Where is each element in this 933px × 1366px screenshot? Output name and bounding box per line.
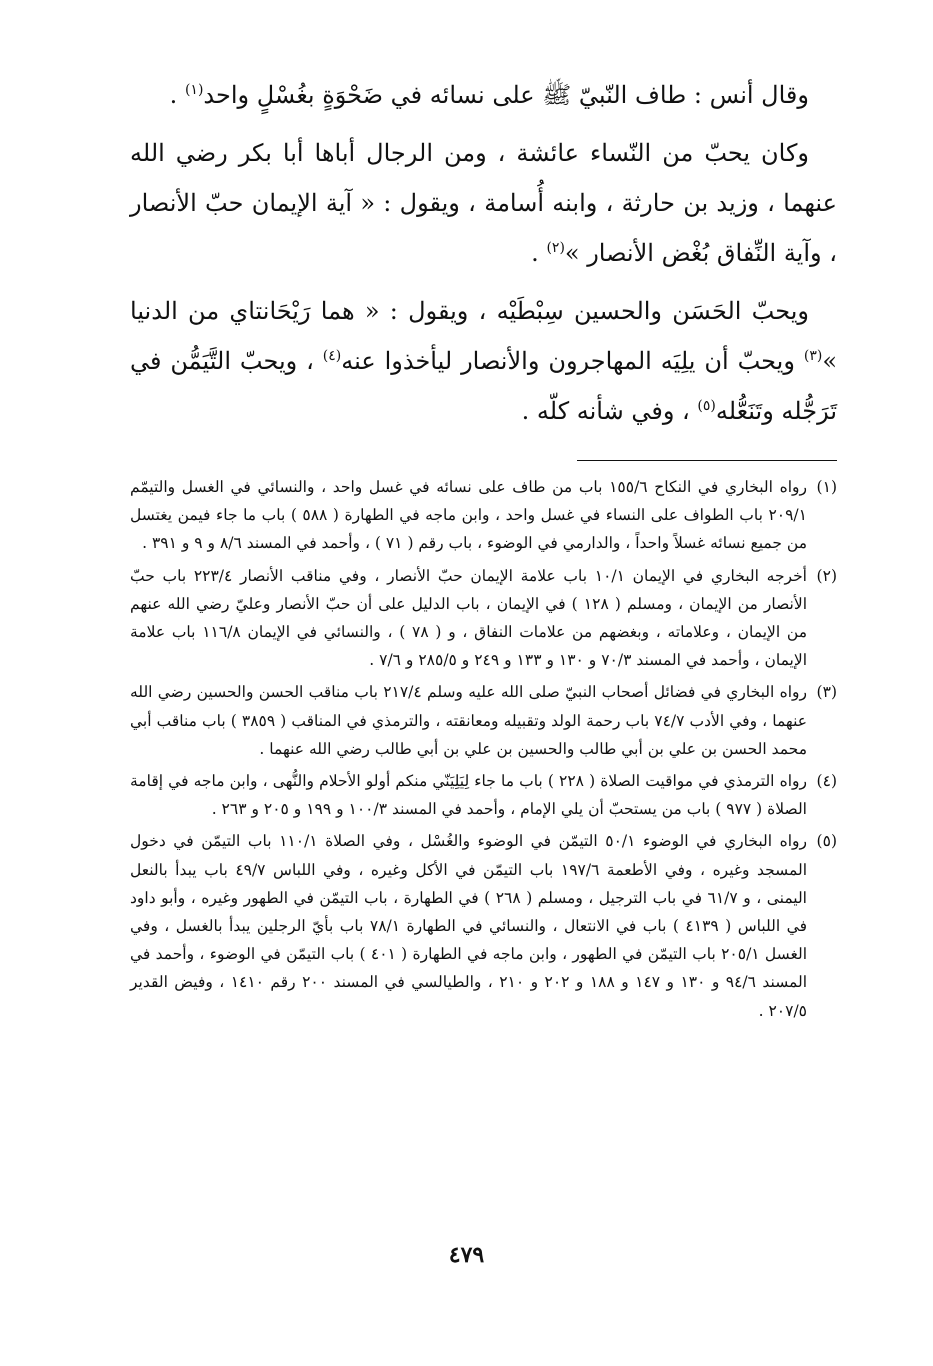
footnote-separator (577, 460, 837, 461)
paragraph-text: وقال أنس : طاف النّبيّ ﷺ على نسائه في ضَحْوَةٍ بغُسْلٍ واحد (203, 81, 809, 109)
paragraph-2 (130, 128, 837, 278)
main-text (130, 70, 837, 436)
paragraph-tail: . (169, 81, 185, 109)
footnote-text: رواه البخاري في الوضوء ٥٠/١ التيمّن في الوضوء والغُسْل ، وفي الصلاة ١١٠/١ باب التيمّن في دخول المسجد وغيره ، وفي الأطعمة ١٩٧/٦ باب التيمّن في الأكل وغيره ، وفي اللباس ٤٩/٧ باب يبدأ بالنعل اليمنى ، و ٦١/٧ في باب الترجيل ، ومسلم ( ٢٦٨ ) في الطهارة ، باب التيمّن في الطهور وغيره ، وأبو داود في اللباس ( ٤١٣٩ ) باب في الانتعال ، والنسائي في الطهارة ٧٨/١ باب بأيّ الرجلين يبدأ بالغسل ، وفي الغسل ٢٠٥/١ باب التيمّن في الطهور ، وابن ماجه في الطهارة ( ٤٠١ ) باب التيمّن في الوضوء ، وأحمد في المسند ٩٤/٦ و ١٣٠ و ١٤٧ و ١٨٨ و ٢٠٢ و ٢١٠ ، والطيالسي في المسند ٢٠٠ رقم ١٤١٠ ، وفيض القدير ٢٠٧/٥ . (130, 832, 808, 1020)
book-page (130, 70, 837, 1029)
paragraph-text: ويحبّ أن يلِيَه المهاجرون والأنصار ليأخذوا عنه (341, 347, 804, 375)
page-number: ٤٧٩ (448, 1242, 485, 1268)
footnote-ref-5: (٥) (697, 398, 716, 414)
footnote-number: (٣) (816, 683, 837, 702)
paragraph-text: ، وفي شأنه كلّه . (521, 397, 698, 425)
paragraph-tail: . (531, 239, 547, 267)
paragraph-text: ويحبّ الحَسَن والحسين سِبْطَيْه ، ويقول : « هما رَيْحَانتاي من الدنيا » (130, 297, 837, 375)
footnote-text: أخرجه البخاري في الإيمان ١٠/١ باب علامة الإيمان حبّ الأنصار ، وفي مناقب الأنصار ٢٢٣/٤ باب حبّ الأنصار من الإيمان ، ومسلم ( ١٢٨ ) في الإيمان ، باب الدليل على أن حبّ الأنصار وعليّ رضي الله عنهم من الإيمان ، وعلاماته ، وبغضهم من علامات النفاق ، و ( ٧٨ ) ، والنسائي في الإيمان ١١٦/٨ باب علامة الإيمان ، وأحمد في المسند ٧٠/٣ و ١٣٠ و ١٣٣ و ٢٤٩ و ٢٨٥/٥ و ٧/٦ . (130, 566, 808, 670)
paragraph-1 (130, 70, 837, 120)
footnote-number: (٢) (816, 566, 837, 585)
footnote-text: رواه الترمذي في مواقيت الصلاة ( ٢٢٨ ) باب ما جاء لِيَلِيَنّي منكم أولو الأحلام والنُّهى ، وابن ماجه في إقامة الصلاة ( ٩٧٧ ) باب من يستحبّ أن يلي الإمام ، وأحمد في المسند ١٠٠/٣ و ١٩٩ و ٢٠٥ و ٢٦٣ . (130, 772, 807, 819)
footnote-ref-3: (٣) (803, 348, 823, 364)
footnote-2 (130, 562, 837, 675)
footnote-ref-1: (١) (184, 82, 204, 98)
paragraph-3 (130, 286, 837, 436)
footnote-number: (٥) (816, 832, 837, 851)
footnote-text: رواه البخاري في النكاح ١٥٥/٦ باب من طاف على نسائه في غسل واحد ، والنسائي في الغسل والتيمّم ٢٠٩/١ باب الطواف على النساء في غسل واحد ، وابن ماجه في الطهارة ( ٥٨٨ ) باب ما جاء فيمن يغتسل من جميع نسائه غسلاً واحداً ، والدارمي في الوضوء ، باب رقم ( ٧١ ) ، وأحمد في المسند ٨/٦ و ٩ و ٣٩١ . (130, 478, 808, 553)
paragraph-text: وكان يحبّ من النّساء عائشة ، ومن الرجال أباها أبا بكر رضي الله عنهما ، وزيد بن حارثة ، وابنه أُسامة ، ويقول : « آية الإيمان حبّ الأنصار ، وآية النِّفاق بُغْض الأنصار » (130, 139, 837, 267)
footnote-3 (130, 678, 837, 763)
footnote-4 (130, 767, 837, 823)
footnote-1 (130, 473, 837, 558)
footnote-number: (٤) (816, 772, 837, 791)
footnote-number: (١) (816, 478, 837, 496)
footnote-5 (130, 827, 837, 1024)
footnote-ref-4: (٤) (322, 348, 342, 364)
footnote-text: رواه البخاري في فضائل أصحاب النبيّ صلى الله عليه وسلم ٢١٧/٤ باب مناقب الحسن والحسين رضي الله عنهما ، وفي الأدب ٧٤/٧ باب رحمة الولد وتقبيله ومعانقته ، والترمذي في المناقب ( ٣٨٥٩ ) باب مناقب أبي محمد الحسن بن علي بن أبي طالب والحسين بن علي بن أبي طالب رضي الله عنهما . (130, 683, 808, 758)
paragraph-text: ، ويحبّ التَّيَمُّن في تَرَجُّله وتَنَعُّله (130, 347, 837, 425)
footnote-ref-2: (٢) (546, 240, 565, 256)
footnotes (130, 473, 837, 1025)
